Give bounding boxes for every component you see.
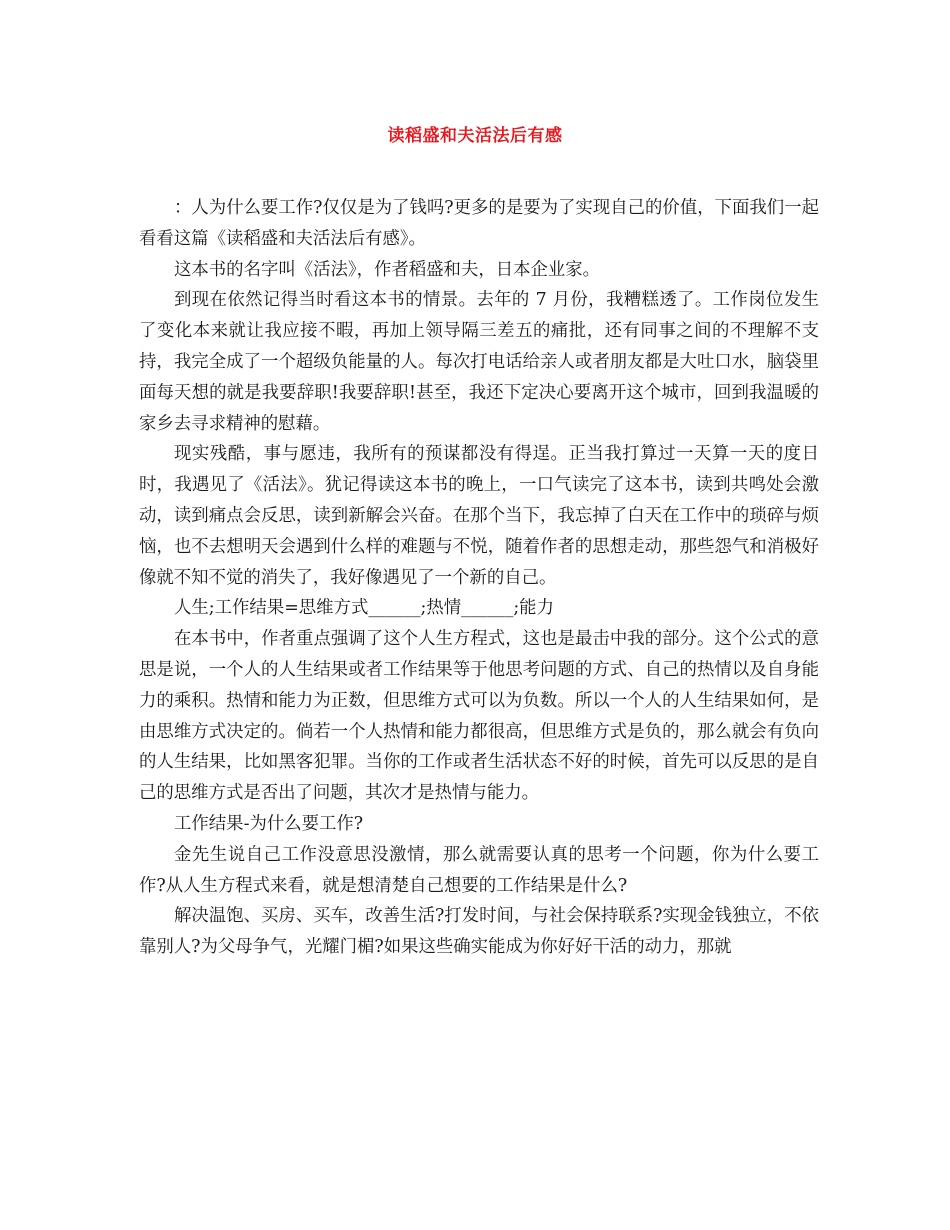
document-body [139,193,819,963]
paragraph-memory: 到现在依然记得当时看这本书的情景。去年的 7 月份，我糟糕透了。工作岗位发生了变化本来就让我应接不暇，再加上领导隔三差五的痛批，还有同事之间的不理解不支持，我完全成了一个超级负能量的人。每次打电话给亲人或者朋友都是大吐口水，脑袋里面每天想的就是我要辞职!我要辞职!甚至，我还下定决心要离开这个城市，回到我温暖的家乡去寻求精神的慰藉。 [139,290,819,434]
paragraph-formula: 人生;工作结果=思维方式______;热情______;能力 [174,598,554,619]
paragraph-mr-jin: 金先生说自己工作没意思没激情，那么就需要认真的思考一个问题，你为什么要工作?从人生方程式来看，就是想清楚自己想要的工作结果是什么? [139,844,819,896]
paragraph-reasons: 解决温饱、买房、买车，改善生活?打发时间，与社会保持联系?实现金钱独立，不依靠别人?为父母争气，光耀门楣?如果这些确实能成为你好好干活的动力，那就 [139,906,819,958]
paragraph-formula-explanation: 在本书中，作者重点强调了这个人生方程式，这也是最击中我的部分。这个公式的意思是说，一个人的人生结果或者工作结果等于他思考问题的方式、自己的热情以及自身能力的乘积。热情和能力为正数，但思维方式可以为负数。所以一个人的人生结果如何，是由思维方式决定的。倘若一个人热情和能力都很高，但思维方式是负的，那么就会有负向的人生结果，比如黑客犯罪。当你的工作或者生活状态不好的时候，首先可以反思的是自己的思维方式是否出了问题，其次才是热情与能力。 [139,629,819,804]
paragraph-book-name: 这本书的名字叫《活法》，作者稻盛和夫，日本企业家。 [174,259,601,280]
paragraph-intro: ：人为什么要工作?仅仅是为了钱吗?更多的是要为了实现自己的价值，下面我们一起看看这篇《读稻盛和夫活法后有感》。 [139,198,819,249]
paragraph-reality: 现实残酷，事与愿违，我所有的预谋都没有得逞。正当我打算过一天算一天的度日时，我遇见了《活法》。犹记得读这本书的晚上，一口气读完了这本书，读到共鸣处会激动，读到痛点会反思，读到新解会兴奋。在那个当下，我忘掉了白天在工作中的琐碎与烦恼，也不去想明天会遇到什么样的难题与不悦，随着作者的思想走动，那些怨气和消极好像就不知不觉的消失了，我好像遇见了一个新的自己。 [139,444,819,588]
paragraph-why-work-heading: 工作结果-为什么要工作? [174,813,364,834]
document-title: 读稻盛和夫活法后有感 [387,126,563,146]
